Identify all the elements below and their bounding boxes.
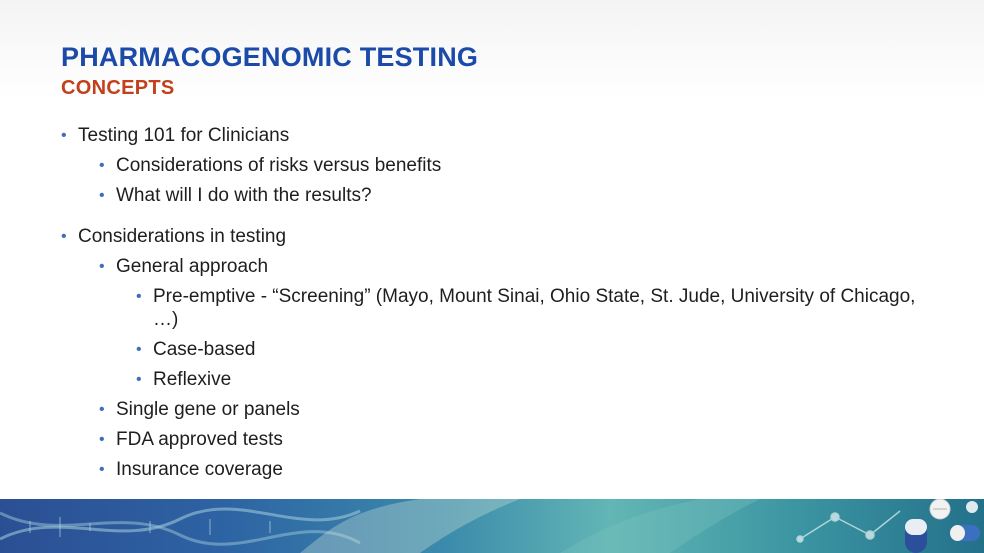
bullet-text: Single gene or panels [116,399,300,420]
bullet-marker: • [61,228,67,245]
bullet-text: Reflexive [153,369,232,390]
bullet-list [61,124,941,481]
slide-title: PHARMACOGENOMIC TESTING [61,42,479,72]
footer-banner [0,499,984,553]
bullet-item [136,368,941,391]
bullet-item [61,225,941,248]
bullet-item [99,255,941,278]
bullet-item [99,154,941,177]
bullet-marker: • [99,187,105,204]
bullet-marker: • [99,401,105,418]
bullet-marker: • [99,461,105,478]
bullet-text: Case-based [153,339,256,360]
bullet-marker: • [99,258,105,275]
bullet-text: Pre-emptive - “Screening” (Mayo, Mount Sinai, Ohio State, St. Jude, University of Chicago, …) [153,286,916,330]
bullet-text: General approach [116,256,269,277]
slide-subtitle: CONCEPTS [61,77,175,99]
bullet-marker: • [61,127,67,144]
bullet-item [136,338,941,361]
bullet-marker: • [136,288,142,305]
bullet-marker: • [136,371,142,388]
bullet-text: Considerations of risks versus benefits [116,155,442,176]
bullet-item [136,285,926,331]
bullet-marker: • [99,157,105,174]
bullet-marker: • [136,341,142,358]
bullet-item [99,458,941,481]
bullet-text: Insurance coverage [116,459,283,480]
bullet-item [99,184,941,207]
bullet-item [61,124,941,147]
bullet-item [99,398,941,421]
bullet-text: What will I do with the results? [116,185,372,206]
bullet-text: Considerations in testing [78,226,287,247]
bullet-item [99,428,941,451]
bullet-text: Testing 101 for Clinicians [78,125,290,146]
bullet-marker: • [99,431,105,448]
bullet-text: FDA approved tests [116,429,283,450]
dna-molecule-banner-icon [0,499,984,553]
